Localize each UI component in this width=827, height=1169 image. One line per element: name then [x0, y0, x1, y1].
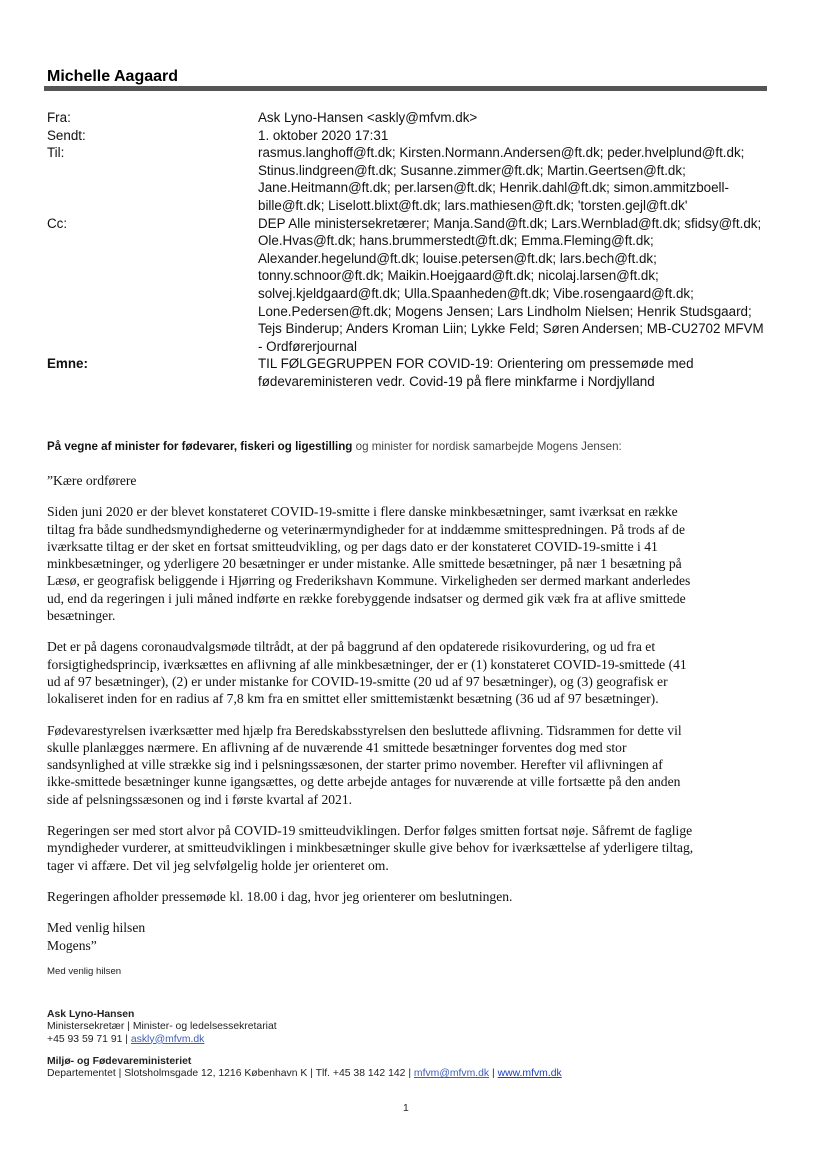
text-line: Det er på dagens coronaudvalgsmøde tiltrådt, at der på baggrund af den opdaterede risikovurdering, og ud fra et [47, 639, 656, 655]
text-line: ikke-smittede besætninger kunne igangsættes, og dette arbejde antages for nuværende at ville fortsætte på den anden [47, 774, 681, 790]
to-line: Jane.Heitmann@ft.dk; per.larsen@ft.dk; Henrik.dahl@ft.dk; simon.ammitzboell- [258, 180, 729, 196]
cc-line: Tejs Binderup; Anders Kroman Liin; Lykke Feld; Søren Andersen; MB-CU2702 MFVM [258, 321, 764, 337]
cc-line: solvej.kjeldgaard@ft.dk; Ulla.Spaanheden@ft.dk; Vibe.rosengaard@ft.dk; [258, 285, 694, 301]
sent-label: Sendt: [47, 127, 86, 143]
signature-email-link[interactable]: askly@mfvm.dk [130, 1033, 205, 1045]
cc-line: - Ordførerjournal [258, 338, 357, 354]
separator: | [489, 1068, 498, 1080]
intro-rest: og minister for nordisk samarbejde Mogens Jensen: [352, 440, 622, 453]
letter-body [47, 472, 775, 954]
cc-line: Alexander.hegelund@ft.dk; louise.petersen@ft.dk; lars.bech@ft.dk; [258, 250, 657, 266]
text-line: ud, end da regeringen i juli måned indførte en række forebyggende indsatser og dermed gik væk fra at aflive smittede [47, 590, 686, 606]
cc-value [258, 215, 777, 356]
paragraph-3 [47, 722, 775, 808]
text-line: besætninger. [47, 608, 116, 624]
text-line: Siden juni 2020 er der blevet konstateret COVID-19-smitte i flere danske minkbesætninger, samt iværksat en række [47, 504, 678, 520]
to-row [47, 144, 777, 214]
text-line: skulle planlægges nærmere. En aflivning af de nuværende 41 smittede besætninger forventes dog med stor [47, 739, 627, 755]
signature-closing: Med venlig hilsen [47, 966, 122, 977]
cc-line: Lone.Pedersen@ft.dk; Mogens Jensen; Lars Lindholm Nielsen; Henrik Studsgaard; [258, 303, 752, 319]
letter-closing [47, 919, 775, 954]
website-link[interactable]: www.mfvm.dk [497, 1068, 562, 1080]
closing-signoff: Mogens” [47, 937, 97, 953]
cc-label: Cc: [47, 215, 68, 231]
text-line: ud af 97 besætninger), (2) er under mistanke for COVID-19-smitte (20 ud af 97 besætninger), og (3) geografisk er [47, 673, 668, 689]
from-label: Fra: [47, 110, 71, 125]
subject-row [47, 355, 777, 390]
subject-label: Emne: [47, 356, 88, 372]
closing-line: Med venlig hilsen [47, 920, 146, 936]
text-line: minkbesætninger, og yderligere 20 besætninger er under mistanke. Alle smittede besætninger, på nær 1 besætning på [47, 556, 682, 572]
page-number: 1 [403, 1103, 409, 1114]
org-email-link[interactable]: mfvm@mfvm.dk [413, 1068, 490, 1080]
address-text: Departementet | Slotsholmsgade 12, 1216 København K | Tlf. +45 38 142 142 | [47, 1068, 414, 1080]
text-line: tiltag fra både sundhedsmyndighederne og veterinærmyndigheder for at inddæmme smittespredningen. På trods af de [47, 521, 685, 537]
from-value: Ask Lyno-Hansen <askly@mfvm.dk> [258, 110, 478, 125]
to-line: rasmus.langhoff@ft.dk; Kirsten.Normann.Andersen@ft.dk; peder.hvelplund@ft.dk; [258, 145, 745, 161]
to-line: Stinus.lindgreen@ft.dk; Susanne.zimmer@ft.dk; Martin.Geertsen@ft.dk; [258, 162, 686, 178]
to-label: Til: [47, 145, 65, 161]
text-line: Læsø, er geografisk beliggende i Hjørring og Frederikshavn Kommune. Virkeligheden ser dermed markant anderledes [47, 573, 691, 589]
to-line: bille@ft.dk; Liselott.blixt@ft.dk; lars.mathiesen@ft.dk; 'torsten.gejl@ft.dk' [258, 197, 688, 213]
text-line: iværksatte tiltag er der sket en fortsat smitteudvikling, og per dags dato er der konstateret COVID-19-smitte i 41 [47, 538, 658, 554]
text-line: forsigtighedsprincip, iværksættes en aflivning af alle minkbesætninger, der er (1) konstateret COVID-19-smittede (41 [47, 656, 687, 672]
signature-phone: +45 93 59 71 91 | [47, 1033, 131, 1045]
text-line: Regeringen ser med stort alvor på COVID-19 smitteudviklingen. Derfor følges smitten fortsat nøje. Såfremt de faglige [47, 823, 693, 839]
paragraph-5 [47, 888, 775, 905]
cc-line: tonny.schnoor@ft.dk; Maikin.Hoejgaard@ft.dk; nicolaj.larsen@ft.dk; [258, 268, 659, 284]
email-header [47, 109, 777, 391]
sent-value: 1. oktober 2020 17:31 [258, 127, 389, 143]
greeting: ”Kære ordførere [47, 473, 137, 488]
organisation-name: Miljø- og Fødevareministeriet [47, 1055, 192, 1067]
paragraph-2 [47, 638, 775, 707]
subject-line: fødevareministeren vedr. Covid-19 på flere minkfarme i Nordjylland [258, 373, 655, 389]
email-signature [47, 1009, 562, 1080]
paragraph-1 [47, 503, 775, 624]
text-line: myndigheder vurderer, at smitteudviklingen i minkbesætninger skulle give behov for iværksættelse af yderligere tiltag, [47, 840, 694, 856]
text-line: Fødevarestyrelsen iværksætter med hjælp fra Beredskabsstyrelsen den besluttede aflivning. Tidsrammen for dette vil [47, 722, 682, 738]
text-line: Regeringen afholder pressemøde kl. 18.00 i dag, hvor jeg orienterer om beslutningen. [47, 888, 513, 904]
subject-line: TIL FØLGEGRUPPEN FOR COVID-19: Orientering om pressemøde med [258, 356, 694, 372]
cc-line: DEP Alle ministersekretærer; Manja.Sand@ft.dk; Lars.Wernblad@ft.dk; sfidsy@ft.dk; [258, 215, 762, 231]
paragraph-4 [47, 822, 775, 874]
sender-name: Michelle Aagaard [47, 68, 179, 85]
subject-value [258, 355, 777, 390]
cc-row [47, 215, 777, 356]
intro-emphasis: På vegne af minister for fødevarer, fiskeri og ligestilling [47, 440, 353, 453]
text-line: side af pelsningssæsonen og ind i første kvartal af 2021. [47, 791, 353, 807]
signature-title: Ministersekretær | Minister- og ledelsessekretariat [47, 1021, 277, 1033]
organisation-address [47, 1068, 562, 1080]
signature-name: Ask Lyno-Hansen [47, 1009, 135, 1020]
text-line: tager vi affære. Det vil jeg selvfølgelig holde jer orienteret om. [47, 857, 389, 873]
signature-contact [47, 1034, 562, 1046]
cc-line: Ole.Hvas@ft.dk; hans.brummerstedt@ft.dk; Emma.Fleming@ft.dk; [258, 233, 654, 249]
to-value [258, 144, 777, 214]
header-divider [44, 86, 767, 91]
text-line: lokaliseret inden for en radius af 7,8 km fra en smittet eller smittemistænkt besætning (36 ud af 97 besætninger). [47, 691, 659, 707]
intro-line [47, 440, 622, 453]
text-line: sandsynlighed at ville strække sig ind i pelsningssæsonen, der starter primo november. Herefter vil aflivningen af [47, 757, 663, 773]
sent-row [47, 127, 777, 145]
from-row [47, 109, 777, 127]
